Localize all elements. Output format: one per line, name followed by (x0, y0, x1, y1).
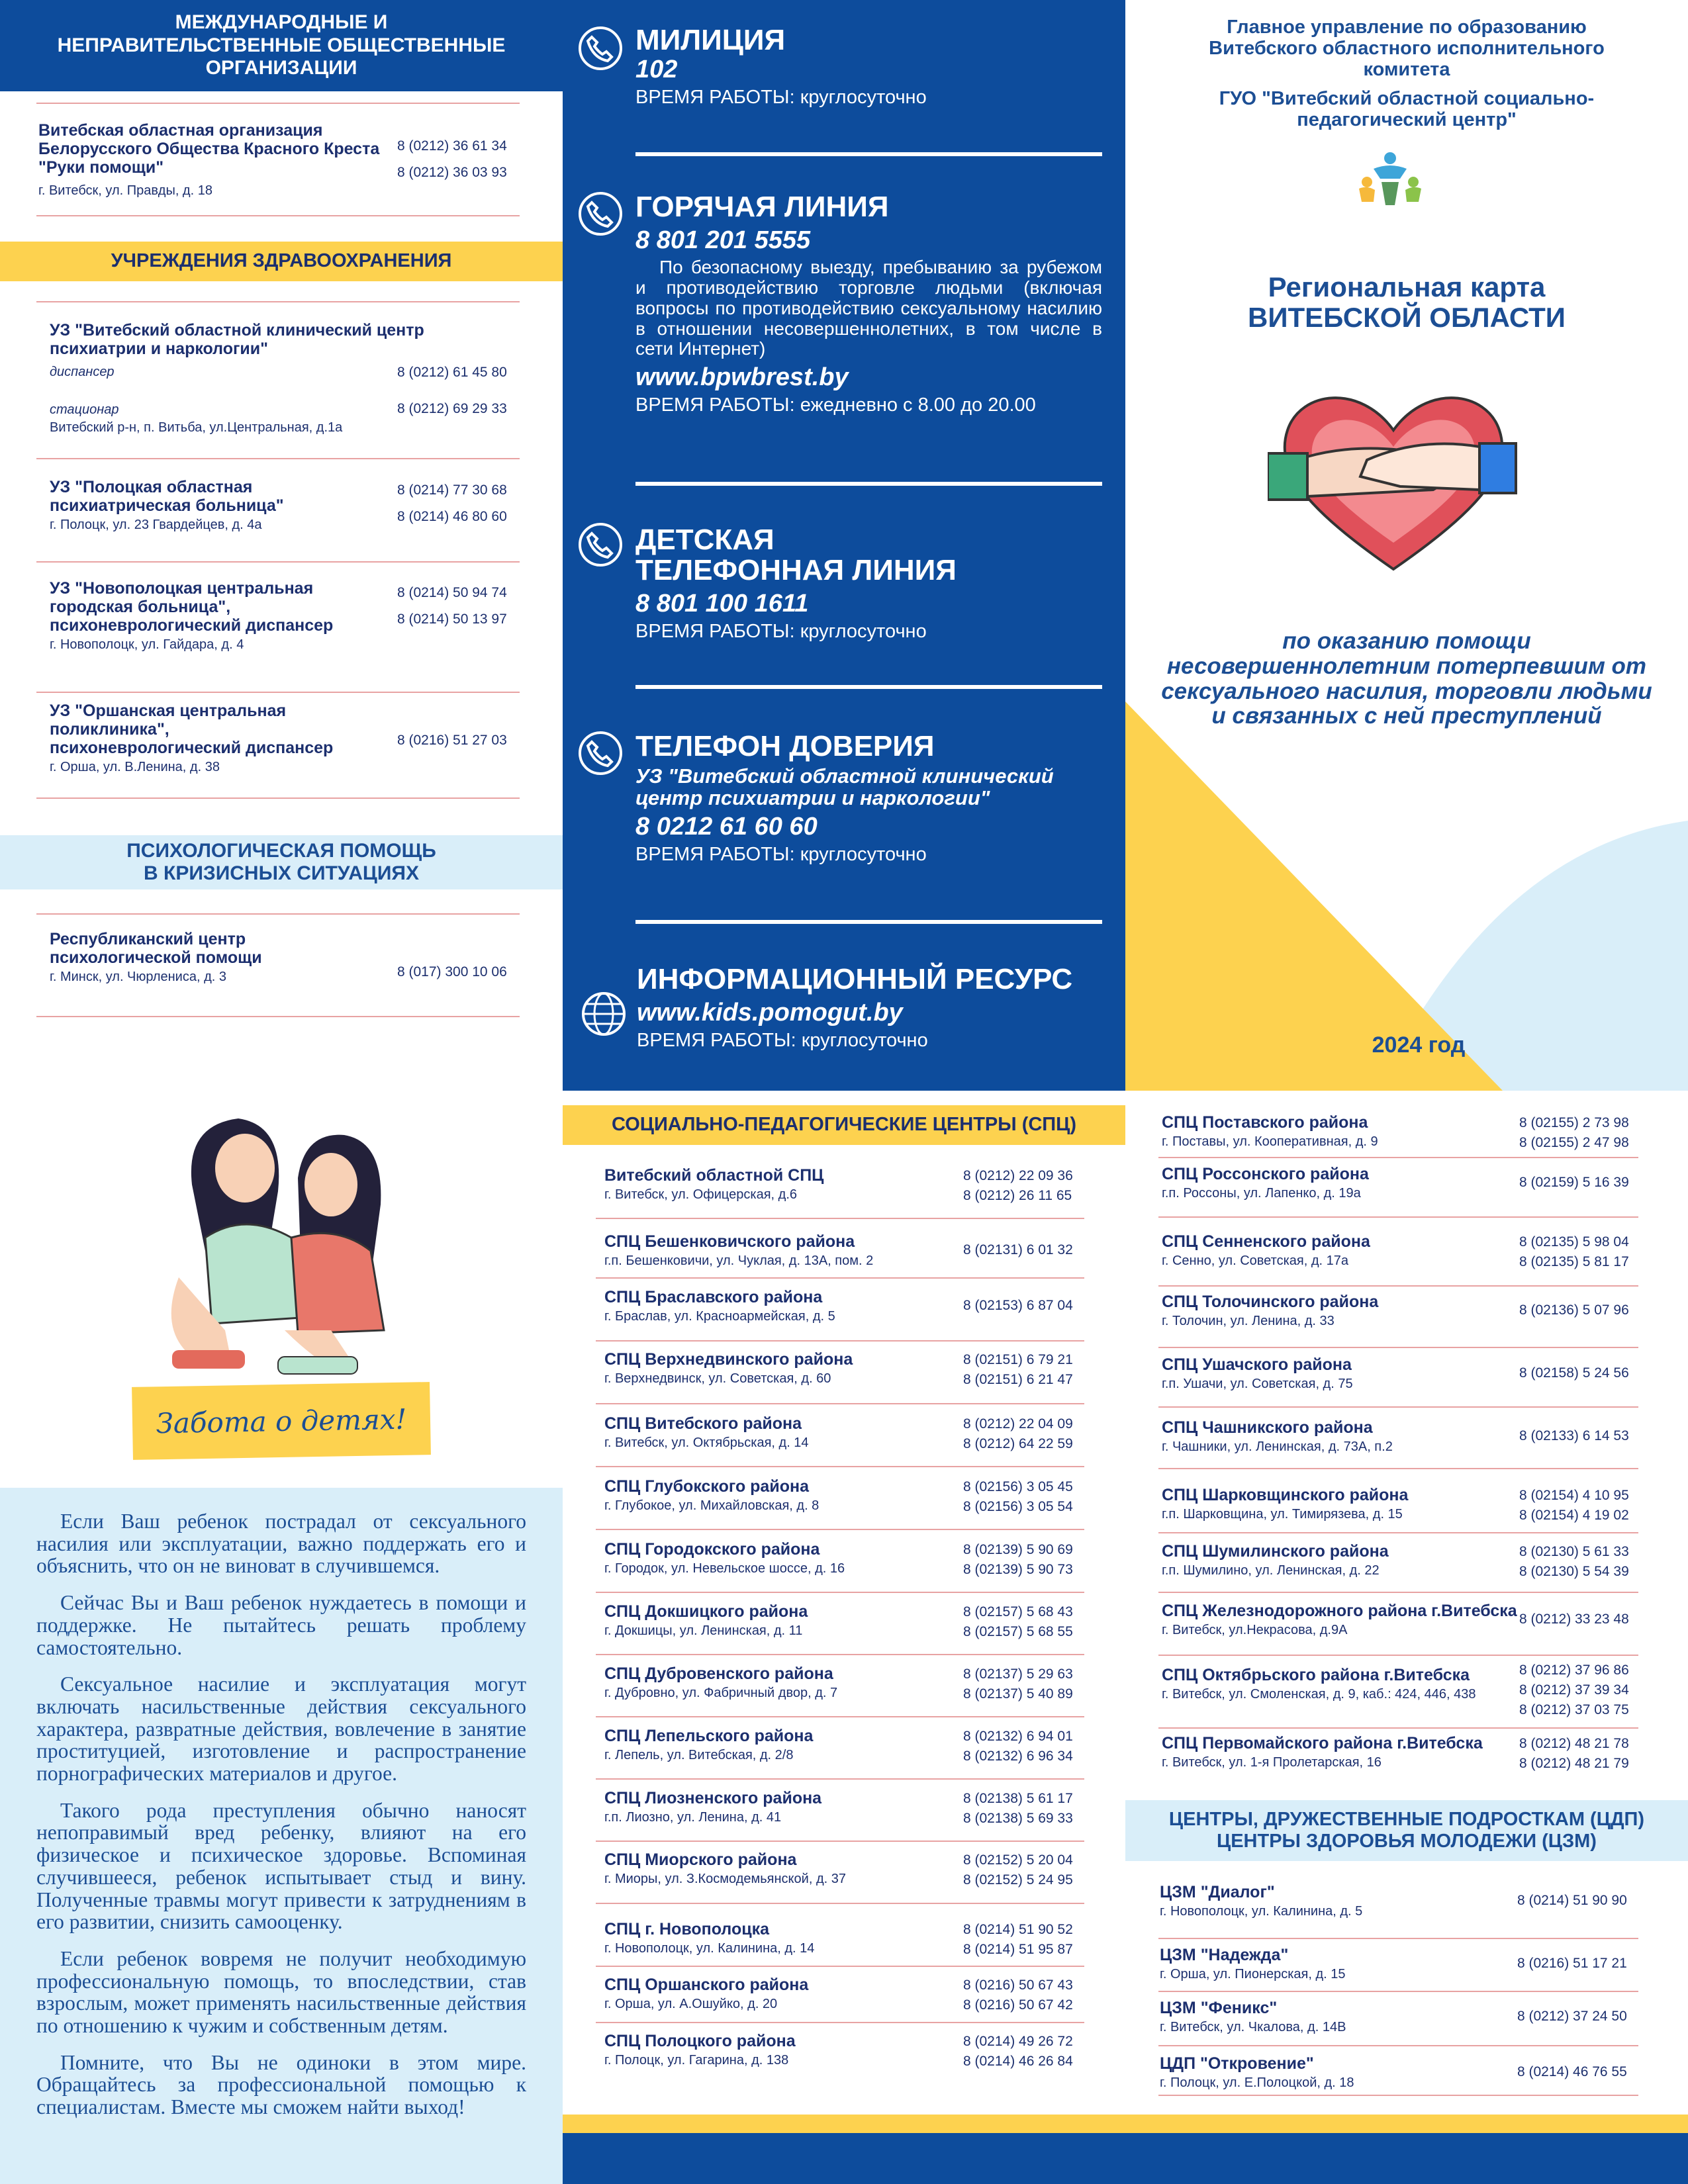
org-subdivision: диспансер (50, 365, 115, 379)
spc-row (1162, 1486, 1638, 1522)
center-phone: 8 (02135) 5 81 17 (1519, 1254, 1629, 1269)
center-address: г. Витебск, ул.Некрасова, д.9А (1162, 1623, 1348, 1637)
divider (596, 1592, 1084, 1593)
org-phone: 8 (0212) 61 45 80 (397, 365, 507, 380)
divider (596, 1716, 1084, 1717)
divider (36, 458, 520, 459)
center-address: г. Верхнедвинск, ул. Советская, д. 60 (604, 1371, 831, 1386)
center-phone: 8 (0216) 50 67 42 (963, 1997, 1073, 2013)
divider (36, 1016, 520, 1017)
org-phone: 8 (0214) 50 13 97 (397, 612, 507, 627)
divider (635, 152, 1102, 156)
divider (1158, 1592, 1638, 1593)
spc-banner (563, 1105, 1125, 1145)
center-phone: 8 (02154) 4 10 95 (1519, 1488, 1629, 1503)
org-phone: 8 (0212) 69 29 33 (397, 401, 507, 416)
center-phone: 8 (0212) 33 23 48 (1519, 1612, 1629, 1627)
center-address: г. Полоцк, ул. Е.Полоцкой, д. 18 (1160, 2075, 1354, 2090)
center-name: СПЦ Первомайского района г.Витебска (1162, 1734, 1483, 1752)
center-phone: 8 (02139) 5 90 73 (963, 1562, 1073, 1577)
center-address: г. Глубокое, ул. Михайловская, д. 8 (604, 1498, 820, 1513)
divider (36, 913, 520, 915)
spc-row (1162, 1293, 1638, 1329)
org-phone: 8 (0212) 36 03 93 (397, 165, 507, 180)
advice-paragraph: Сейчас Вы и Ваш ребенок нуждаетесь в помощи и поддержке. Не пытайтесь решать проблему самостоятельно. (36, 1591, 526, 1659)
issuer-org: Главное управление по образованию Витебского областного исполнительного комитета (1209, 17, 1605, 80)
spc-row (1162, 1355, 1638, 1392)
map-subtitle: по оказанию помощи несовершеннолетним потерпевшим от сексуального насилия, торговли людьми и связанных с ней преступлений (1161, 628, 1652, 729)
divider (596, 1466, 1084, 1467)
center-phone: 8 (02132) 6 94 01 (963, 1729, 1073, 1744)
divider (596, 1966, 1084, 1967)
org-address: г. Минск, ул. Чюрлениса, д. 3 (50, 970, 226, 984)
center-address: г.п. Шарковщина, ул. Тимирязева, д. 15 (1162, 1507, 1403, 1522)
org-name: УЗ "Витебский областной клинический центр психиатрии и наркологии" (50, 321, 424, 358)
spc-row (604, 1850, 1081, 1887)
center-phone: 8 (02157) 5 68 55 (963, 1624, 1073, 1639)
divider (1158, 1938, 1638, 1939)
health-entry (50, 702, 520, 775)
hotline-trust (635, 731, 1102, 866)
care-label-box (132, 1382, 431, 1460)
org-address: Витебский р-н, п. Витьба, ул.Центральная, д.1а (50, 420, 343, 435)
spc-row (1162, 1602, 1638, 1638)
center-name: СПЦ Чашникского района (1162, 1418, 1373, 1437)
center-address: г.п. Россоны, ул. Лапенко, д. 19а (1162, 1186, 1361, 1201)
center-address: г. Витебск, ул. Офицерская, д.6 (604, 1187, 798, 1202)
org-name: Витебская областная организация Белорусского Общества Красного Креста "Руки помощи" (38, 121, 380, 177)
center-phone: 8 (02132) 6 96 34 (963, 1749, 1073, 1764)
youth-center-row (1160, 2054, 1636, 2091)
center-name: СПЦ Браславского района (604, 1288, 823, 1306)
center-name: СПЦ Толочинского района (1162, 1293, 1379, 1311)
center-address: г. Браслав, ул. Красноармейская, д. 5 (604, 1309, 835, 1324)
center-phone: 8 (02159) 5 16 39 (1519, 1175, 1629, 1190)
divider (596, 1218, 1084, 1219)
psych-banner (0, 835, 563, 889)
spc-title: СОЦИАЛЬНО-ПЕДАГОГИЧЕСКИЕ ЦЕНТРЫ (СПЦ) (611, 1114, 1076, 1136)
center-phone: 8 (02152) 5 24 95 (963, 1872, 1073, 1888)
divider (1158, 1216, 1638, 1218)
psych-entry (50, 930, 520, 985)
health-entry (50, 579, 520, 653)
hotline-hours: ВРЕМЯ РАБОТЫ: круглосуточно (637, 1030, 928, 1052)
divider (596, 1403, 1084, 1404)
map-title-line1: Региональная карта (1268, 271, 1546, 302)
divider (596, 1903, 1084, 1904)
center-phone: 8 (0214) 49 26 72 (963, 2034, 1073, 2049)
hotline-title: ИНФОРМАЦИОННЫЙ РЕСУРС (637, 963, 1073, 995)
center-name: СПЦ Оршанского района (604, 1976, 809, 1994)
center-name: СПЦ Дубровенского района (604, 1664, 833, 1683)
hotline-website[interactable]: www.kids.pomogut.by (637, 999, 903, 1027)
org-name: УЗ "Полоцкая областная психиатрическая больница" (50, 478, 284, 515)
globe-icon (581, 991, 627, 1037)
intl-orgs-banner (0, 0, 563, 91)
center-name: СПЦ Городокского района (604, 1540, 820, 1559)
center-name: СПЦ Полоцкого района (604, 2032, 796, 2050)
org-subdivision: стационар (50, 402, 119, 417)
divider (1158, 1157, 1638, 1158)
spc-row (604, 2032, 1081, 2068)
center-phone: 8 (0212) 26 11 65 (963, 1188, 1072, 1203)
center-address: г. Городок, ул. Невельское шоссе, д. 16 (604, 1561, 845, 1576)
center-address: г. Новополоцк, ул. Калинина, д. 14 (604, 1941, 815, 1956)
center-phone: 8 (0212) 37 03 75 (1519, 1702, 1629, 1717)
center-phone: 8 (0212) 37 96 86 (1519, 1662, 1629, 1678)
center-name: СПЦ Поставского района (1162, 1113, 1368, 1132)
center-phone: 8 (02131) 6 01 32 (963, 1242, 1073, 1257)
org-phone: 8 (0216) 51 27 03 (397, 733, 507, 748)
hotline-title: ТЕЛЕФОН ДОВЕРИЯ (635, 730, 935, 762)
health-entry (50, 321, 520, 435)
center-phone: 8 (02130) 5 54 39 (1519, 1564, 1629, 1579)
intl-org-entry (38, 121, 522, 199)
phone-icon (579, 26, 622, 70)
center-name: СПЦ Верхнедвинского района (604, 1350, 853, 1369)
footer-bar-yellow (563, 2115, 1688, 2133)
center-address: г. Миоры, ул. З.Космодемьянской, д. 37 (604, 1872, 846, 1886)
girls-illustration (152, 1105, 417, 1383)
center-phone: 8 (0216) 50 67 43 (963, 1978, 1073, 1993)
center-name: СПЦ Железнодорожного района г.Витебска (1162, 1602, 1517, 1620)
center-phone: 8 (0214) 51 90 52 (963, 1922, 1073, 1937)
youth-center-row (1160, 1999, 1636, 2035)
org-name: УЗ "Новополоцкая центральная городская больница", психоневрологический диспансер (50, 579, 334, 635)
center-name: СПЦ Глубокского района (604, 1477, 809, 1496)
divider (596, 1529, 1084, 1530)
org-address: г. Орша, ул. В.Ленина, д. 38 (50, 760, 220, 774)
youth-banner (1125, 1800, 1688, 1861)
center-phone: 8 (0214) 46 26 84 (963, 2054, 1073, 2069)
divider (1158, 1347, 1638, 1348)
heart-hands-illustration (1268, 377, 1519, 576)
divider (36, 215, 520, 216)
divider (1158, 1991, 1638, 1992)
advice-paragraph: Помните, что Вы не одиноки в этом мире. Обращайтесь за профессиональной помощью к специалистам. Вместе мы сможем найти выход! (36, 2050, 526, 2119)
center-address: г. Витебск, ул. Смоленская, д. 9, каб.: 424, 446, 438 (1162, 1687, 1476, 1702)
footer-bar-navy (563, 2133, 1688, 2184)
center-name: ЦЗМ "Феникс" (1160, 1999, 1278, 2017)
psych-title-line1: ПСИХОЛОГИЧЕСКАЯ ПОМОЩЬ (126, 839, 436, 862)
youth-title-line2: ЦЕНТРЫ ЗДОРОВЬЯ МОЛОДЕЖИ (ЦЗМ) (1217, 1831, 1597, 1852)
hotline-number: 8 0212 61 60 60 (635, 813, 818, 841)
center-address: г.п. Ушачи, ул. Советская, д. 75 (1162, 1377, 1353, 1391)
center-address: г. Новополоцк, ул. Калинина, д. 5 (1160, 1904, 1363, 1919)
divider (1158, 1727, 1638, 1729)
center-name: СПЦ Миорского района (604, 1850, 797, 1869)
divider (1158, 1285, 1638, 1287)
center-phone: 8 (02157) 5 68 43 (963, 1604, 1073, 1619)
center-name: СПЦ г. Новополоцка (604, 1920, 770, 1938)
spc-row (1162, 1165, 1638, 1201)
youth-center-row (1160, 1946, 1636, 1982)
center-phone: 8 (02151) 6 79 21 (963, 1352, 1073, 1367)
hotline-number: 102 (635, 56, 678, 84)
health-banner (0, 242, 563, 281)
cover-panel (1125, 0, 1688, 1091)
center-phone: 8 (02139) 5 90 69 (963, 1542, 1073, 1557)
spc-row (1162, 1418, 1638, 1455)
divider (596, 2022, 1084, 2023)
hotline-children (635, 525, 1102, 643)
spc-row (1162, 1734, 1638, 1770)
spc-row (604, 1664, 1081, 1701)
center-phone: 8 (0214) 51 90 90 (1517, 1893, 1627, 1908)
org-phone: 8 (0214) 46 80 60 (397, 509, 507, 524)
center-address: г.п. Бешенковичи, ул. Чуклая, д. 13А, пом. 2 (604, 1253, 874, 1268)
center-address: г. Лепель, ул. Витебская, д. 2/8 (604, 1748, 794, 1762)
divider (36, 561, 520, 563)
spc-row (1162, 1542, 1638, 1578)
center-phone: 8 (0214) 51 95 87 (963, 1942, 1073, 1957)
spc-row (604, 1414, 1081, 1451)
hotline-org: УЗ "Витебский областной клинический центр психиатрии и наркологии" (635, 764, 1054, 809)
center-phone: 8 (0216) 51 17 21 (1517, 1956, 1627, 1971)
divider (596, 1778, 1084, 1780)
center-phone: 8 (0212) 48 21 78 (1519, 1736, 1629, 1751)
intl-orgs-title: МЕЖДУНАРОДНЫЕ И НЕПРАВИТЕЛЬСТВЕННЫЕ ОБЩЕСТВЕННЫЕ ОРГАНИЗАЦИИ (57, 11, 506, 79)
spc-row (604, 1350, 1081, 1387)
center-phone: 8 (02136) 5 07 96 (1519, 1302, 1629, 1318)
center-address: г. Сенно, ул. Советская, д. 17а (1162, 1253, 1348, 1268)
center-phone: 8 (0212) 48 21 79 (1519, 1756, 1629, 1771)
divider (36, 692, 520, 693)
center-phone: 8 (02130) 5 61 33 (1519, 1544, 1629, 1559)
spc-row (604, 1477, 1081, 1514)
hotline-title: ТЕЛЕФОННАЯ ЛИНИЯ (635, 554, 957, 587)
center-address: г. Дубровно, ул. Фабричный двор, д. 7 (604, 1686, 838, 1700)
hotline-description: По безопасному выезду, пребыванию за рубежом и противодействию торговле людьми (включая вопросы по противодействию сексуальному насилию в отношении несовершеннолетних, в том числе в сети Интернет) (635, 257, 1102, 359)
center-phone: 8 (02158) 5 24 56 (1519, 1365, 1629, 1381)
center-name: Витебский областной СПЦ (604, 1166, 824, 1185)
center-org: ГУО "Витебский областной социально-педагогический центр" (1219, 88, 1595, 130)
center-name: СПЦ Бешенковичского района (604, 1232, 855, 1251)
center-phone: 8 (02156) 3 05 54 (963, 1499, 1073, 1514)
divider (1158, 1406, 1638, 1408)
center-phone: 8 (02153) 6 87 04 (963, 1298, 1073, 1313)
spc-row (604, 1789, 1081, 1825)
hotline-hours: ВРЕМЯ РАБОТЫ: круглосуточно (635, 621, 927, 643)
center-phone: 8 (02138) 5 61 17 (963, 1791, 1073, 1806)
spc-row (604, 1727, 1081, 1763)
center-address: г. Витебск, ул. 1-я Пролетарская, 16 (1162, 1755, 1382, 1770)
hotline-hot-line (635, 192, 1102, 416)
hotline-info-resource (637, 964, 1103, 1052)
divider (1158, 1532, 1638, 1533)
hotline-title: ДЕТСКАЯ (635, 523, 774, 556)
center-address: г. Орша, ул. Пионерская, д. 15 (1160, 1967, 1346, 1981)
divider (635, 685, 1102, 689)
advice-paragraph: Такого рода преступления обычно наносят непоправимый вред ребенку, влияют на его физическое и психическое здоровье. Вспоминая случившееся, ребенок испытывает стыд и вину. Полученные травмы могут привести к затруднениям в его развитии, снизить самооценку. (36, 1798, 526, 1934)
care-label: Забота о детях! (156, 1402, 407, 1439)
center-name: СПЦ Октябрьского района г.Витебска (1162, 1666, 1470, 1684)
center-phone: 8 (02155) 2 47 98 (1519, 1135, 1629, 1150)
hotline-number: 8 801 201 5555 (635, 226, 811, 255)
spc-row (1162, 1232, 1638, 1269)
center-name: СПЦ Витебского района (604, 1414, 802, 1433)
hotline-hours: ВРЕМЯ РАБОТЫ: круглосуточно (635, 844, 927, 866)
divider (36, 301, 520, 302)
org-address: г. Новополоцк, ул. Гайдара, д. 4 (50, 637, 244, 652)
spc-row (604, 1232, 1081, 1269)
divider (1158, 2095, 1638, 2096)
center-name: СПЦ Шумилинского района (1162, 1542, 1389, 1561)
org-phone: 8 (017) 300 10 06 (397, 964, 507, 979)
center-phone: 8 (02152) 5 20 04 (963, 1852, 1073, 1868)
advice-paragraph: Сексуальное насилие и эксплуатация могут включать насильственные действия сексуального характера, развратные действия, вовлечение в занятие проституцией, изготовление и распространение порнографических материалов и другое. (36, 1672, 526, 1786)
health-title: УЧРЕЖДЕНИЯ ЗДРАВООХРАНЕНИЯ (111, 250, 452, 272)
org-phone: 8 (0214) 77 30 68 (397, 482, 507, 498)
center-name: СПЦ Докшицкого района (604, 1602, 808, 1621)
org-address: г. Полоцк, ул. 23 Гвардейцев, д. 4а (50, 518, 262, 532)
center-name: СПЦ Ушачского района (1162, 1355, 1352, 1374)
center-name: СПЦ Шарковщинского района (1162, 1486, 1409, 1504)
center-address: г. Чашники, ул. Ленинская, д. 73А, п.2 (1162, 1439, 1393, 1454)
spc-row (604, 1540, 1081, 1576)
divider (596, 1654, 1084, 1655)
divider (596, 1277, 1084, 1279)
phone-icon (579, 192, 622, 236)
center-phone: 8 (0212) 37 24 50 (1517, 2009, 1627, 2024)
org-name: Республиканский центр психологической помощи (50, 930, 262, 967)
spc-row (604, 1166, 1081, 1203)
map-title-line2: ВИТЕБСКОЙ ОБЛАСТИ (1247, 302, 1566, 333)
center-phone: 8 (02135) 5 98 04 (1519, 1234, 1629, 1250)
advice-paragraph: Если ребенок вовремя не получит необходимую профессиональную помощь, то впоследствии, став взрослым, может применять насильственные действия по отношению к чужим и собственным детям. (36, 1946, 526, 2038)
spc-row (604, 1920, 1081, 1956)
spc-row (1162, 1662, 1638, 1717)
spc-row (604, 1602, 1081, 1639)
org-address: г. Витебск, ул. Правды, д. 18 (38, 183, 212, 198)
center-phone: 8 (02137) 5 40 89 (963, 1686, 1073, 1702)
phone-icon (579, 523, 622, 567)
center-phone: 8 (02151) 6 21 47 (963, 1372, 1073, 1387)
center-phone: 8 (02137) 5 29 63 (963, 1666, 1073, 1682)
hotline-website[interactable]: www.bpwbrest.by (635, 363, 849, 392)
spc-row (1162, 1113, 1638, 1150)
org-name: УЗ "Оршанская центральная поликлиника", психоневрологический диспансер (50, 702, 334, 757)
hotline-number: 8 801 100 1611 (635, 590, 809, 618)
divider (1158, 1468, 1638, 1469)
center-phone: 8 (0212) 22 09 36 (963, 1168, 1073, 1183)
center-phone: 8 (02155) 2 73 98 (1519, 1115, 1629, 1130)
year-label: 2024 год (1372, 1032, 1466, 1058)
hotline-title: ГОРЯЧАЯ ЛИНИЯ (635, 191, 889, 223)
advice-paragraph: Если Ваш ребенок пострадал от сексуального насилия или эксплуатации, важно поддержать его и объяснить, что он не виноват в случившемся. (36, 1510, 526, 1578)
center-name: СПЦ Сенненского района (1162, 1232, 1370, 1251)
youth-center-row (1160, 1883, 1636, 1919)
center-address: г. Полоцк, ул. Гагарина, д. 138 (604, 2053, 789, 2068)
center-phone: 8 (02156) 3 05 45 (963, 1479, 1073, 1494)
center-logo (1354, 149, 1427, 208)
divider (36, 797, 520, 799)
phone-icon (579, 731, 622, 775)
divider (1158, 2045, 1638, 2046)
divider (1158, 1655, 1638, 1656)
center-phone: 8 (0212) 37 39 34 (1519, 1682, 1629, 1698)
center-name: СПЦ Россонского района (1162, 1165, 1369, 1183)
divider (596, 1841, 1084, 1842)
center-address: г. Поставы, ул. Кооперативная, д. 9 (1162, 1134, 1378, 1149)
center-phone: 8 (0212) 64 22 59 (963, 1436, 1073, 1451)
center-address: г.п. Лиозно, ул. Ленина, д. 41 (604, 1810, 782, 1825)
hotline-hours: ВРЕМЯ РАБОТЫ: круглосуточно (635, 87, 927, 109)
center-address: г. Орша, ул. А.Ошуйко, д. 20 (604, 1997, 778, 2011)
psych-title-line2: В КРИЗИСНЫХ СИТУАЦИЯХ (144, 862, 419, 884)
hotline-title: МИЛИЦИЯ (635, 24, 786, 56)
center-name: СПЦ Лепельского района (604, 1727, 814, 1745)
spc-row (604, 1288, 1081, 1324)
center-phone: 8 (02138) 5 69 33 (963, 1811, 1073, 1826)
youth-title-line1: ЦЕНТРЫ, ДРУЖЕСТВЕННЫЕ ПОДРОСТКАМ (ЦДП) (1168, 1808, 1645, 1830)
center-name: ЦЗМ "Диалог" (1160, 1883, 1275, 1901)
divider (36, 103, 520, 104)
spc-row (604, 1976, 1081, 2012)
center-address: г.п. Шумилино, ул. Ленинская, д. 22 (1162, 1563, 1380, 1578)
center-name: ЦЗМ "Надежда" (1160, 1946, 1289, 1964)
center-address: г. Толочин, ул. Ленина, д. 33 (1162, 1314, 1335, 1328)
org-phone: 8 (0214) 50 94 74 (397, 585, 507, 600)
health-entry (50, 478, 520, 533)
center-address: г. Докшицы, ул. Ленинская, д. 11 (604, 1623, 803, 1638)
center-name: ЦДП "Откровение" (1160, 2054, 1314, 2073)
hotline-hours: ВРЕМЯ РАБОТЫ: ежедневно с 8.00 до 20.00 (635, 394, 1036, 416)
center-address: г. Витебск, ул. Октябрьская, д. 14 (604, 1435, 809, 1450)
center-phone: 8 (0214) 46 76 55 (1517, 2064, 1627, 2079)
divider (635, 482, 1102, 486)
center-address: г. Витебск, ул. Чкалова, д. 14В (1160, 2020, 1346, 2034)
center-phone: 8 (02154) 4 19 02 (1519, 1508, 1629, 1523)
hotline-police (635, 25, 1102, 109)
divider (635, 920, 1102, 924)
advice-text (36, 1510, 526, 2133)
divider (596, 1340, 1084, 1342)
center-phone: 8 (0212) 22 04 09 (963, 1416, 1073, 1432)
org-phone: 8 (0212) 36 61 34 (397, 138, 507, 154)
center-phone: 8 (02133) 6 14 53 (1519, 1428, 1629, 1443)
center-name: СПЦ Лиозненского района (604, 1789, 822, 1807)
